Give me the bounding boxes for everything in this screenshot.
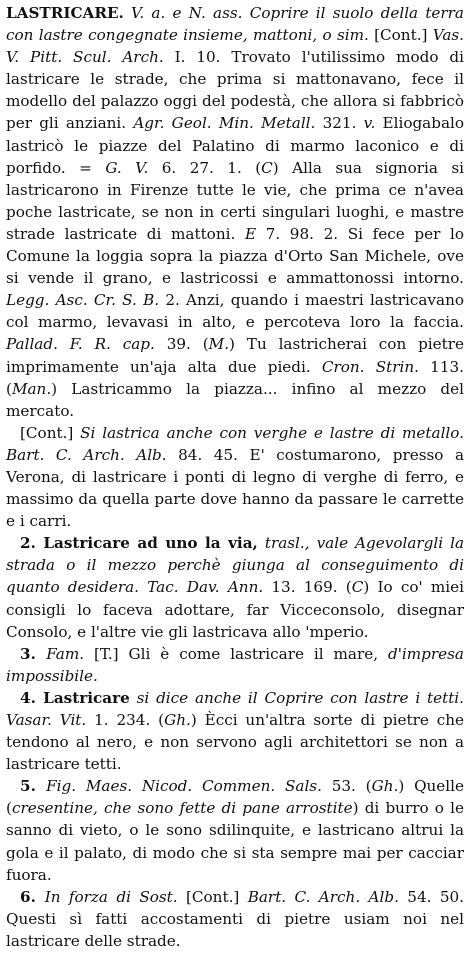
- italic-text: Vas. V. Pitt. Scul. Arch.: [6, 26, 464, 67]
- body-text: 113. (: [6, 357, 464, 398]
- italic-text: Man.: [11, 379, 52, 398]
- italic-text: Agr. Geol. Min. Metall.: [133, 114, 316, 133]
- body-text: 13. 169. (: [263, 578, 352, 597]
- body-text: I. 10. Trovato l'utilissimo modo di lastricare le strade, che prima si mattonavano, fece il modello del palazzo oggi del podestà, che allora si fabbricò per gli anziani.: [6, 48, 464, 133]
- body-text: 7. 98. 2. Si fece per lo Comune la loggia sopra la piazza d'Orto San Michele, ove si vende il grano, e lastricossi e ammattonossi intorno.: [6, 224, 465, 288]
- body-text: [Cont.]: [177, 887, 248, 906]
- body-text: ) Io co' miei consigli lo faceva adottare, far Vicceconsolo, disegnar Consolo, e l'altre vie gli lastricava allo 'mperio.: [6, 578, 464, 641]
- body-text: 84. 45. E' costumarono, presso a Verona, di lastricare i ponti di legno di verghe di ferro, e massimo da quella parte dove hanno da passare le carrette e i carri.: [6, 445, 465, 531]
- italic-text: Fig. Maes. Nicod. Commen. Sals.: [46, 777, 322, 796]
- body-text: 1. 234. (: [86, 711, 165, 729]
- headword: LASTRICARE.: [6, 4, 124, 22]
- body-text: ) di burro o le sanno di vieto, o le sono sdilinquite, e lastricano altrui la gola e il palato, di modo che si sta sempre mai per cacciar fuora.: [6, 799, 464, 884]
- body-text: 53. (: [321, 777, 372, 796]
- italic-text: E: [244, 224, 257, 243]
- italic-text: C: [351, 578, 364, 597]
- body-text: ) Ècci un'altra sorte di pietre che tendono al nero, e non servono agli architettori se non a lastricare tetti.: [6, 711, 465, 774]
- italic-text: C: [261, 158, 273, 177]
- italic-text: trasl., vale Agevolargli la strada o il mezzo perchè giunga al conseguimento di quanto desidera. Tac. Dav. Ann.: [6, 534, 464, 597]
- italic-text: M.: [208, 335, 230, 354]
- body-text: 54. 50. Questi sì fatti accostamenti di pietre usiam noi nel lastricare delle strade.: [6, 887, 465, 950]
- italic-text: Pallad. F. R. cap.: [6, 335, 155, 354]
- italic-text: G. V.: [105, 158, 149, 177]
- italic-text: Gh.: [371, 777, 399, 796]
- italic-text: v.: [363, 114, 376, 133]
- italic-text: Legg. Asc. Cr. S. B.: [6, 291, 160, 310]
- body-text: 6. 27. 1. (: [148, 158, 262, 177]
- entry-sense-5: [6, 775, 464, 885]
- body-text: [Cont.]: [20, 423, 81, 442]
- body-text: [Cont.]: [368, 26, 433, 45]
- italic-text: Fam.: [46, 644, 85, 663]
- italic-text: si dice anche il Coprire con lastre i tetti. Vasar. Vit.: [6, 688, 464, 729]
- body-text: ) Tu lastricherai con pietre imprimamente un'aja alta due piedi.: [6, 335, 465, 376]
- italic-text: V. a. e N. ass. Coprire il suolo della terra con lastre congegnate insieme, mattoni, o sim.: [6, 4, 464, 45]
- body-text: ) Alla sua signoria si lastricarono in Firenze tutte le vie, che prima ce n'avea poche lastricate, se non in certi singulari luoghi, e mastre strade lastricate di mattoni.: [6, 158, 464, 243]
- entry-sense-4: [6, 687, 464, 775]
- italic-text: Si lastrica anche con verghe e lastre di metallo. Bart. C. Arch. Alb.: [6, 423, 464, 464]
- italic-text: In forza di Sost.: [44, 887, 178, 906]
- body-text: ) Quelle (: [6, 777, 464, 818]
- entry-sense-2: [6, 532, 464, 642]
- entry-sense-3: [6, 643, 464, 687]
- italic-text: d'impresa impossibile.: [6, 644, 464, 685]
- body-text: 39. (: [154, 335, 209, 354]
- body-text: ) Lastricammo la piazza... infino al mezzo del mercato.: [6, 379, 464, 420]
- body-text: Eliogabalo lastricò le piazze del Palatino di marmo laconico e di porfido. =: [6, 114, 465, 177]
- body-text: 2. Anzi, quando i maestri lastricavano col marmo, levavasi in alto, e percoteva loro la faccia.: [6, 291, 464, 332]
- headword: 2. Lastricare ad uno la via,: [20, 534, 258, 553]
- italic-text: Cron. Strin.: [321, 357, 419, 376]
- body-text: 321.: [315, 114, 364, 133]
- italic-text: Bart. C. Arch. Alb.: [247, 887, 399, 906]
- italic-text: cresentine, che sono fette di pane arrostite: [11, 799, 353, 818]
- headword: 3.: [20, 644, 47, 663]
- italic-text: Gh.: [164, 711, 191, 729]
- entry-paragraph-main: [6, 2, 464, 422]
- entry-paragraph-note: [6, 422, 464, 532]
- dictionary-entry: [6, 2, 464, 952]
- entry-sense-6: [6, 886, 464, 952]
- headword: 5.: [20, 777, 47, 796]
- headword: 4. Lastricare: [20, 688, 130, 707]
- body-text: [T.] Gli è come lastricare il mare,: [84, 644, 389, 663]
- headword: 6.: [20, 887, 45, 906]
